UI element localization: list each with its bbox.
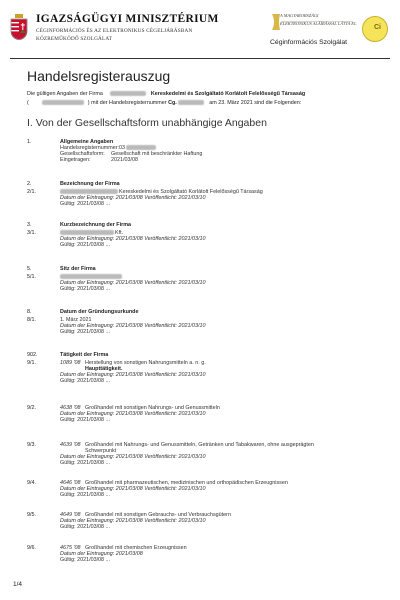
- intro-line-1: [27, 91, 387, 97]
- entry-meta: Datum der Eintragung: 2021/03/08: [60, 551, 143, 557]
- registered-date-label: Eingetragen:: [60, 157, 91, 163]
- ci-badge-text: Ci: [374, 24, 381, 31]
- redacted-company-name: [60, 189, 118, 194]
- logo-text-2: ELEKTRONIKUS ALÁÍRÁSSAL LÁTTA EL: [280, 21, 357, 26]
- entry-meta: Datum der Eintragung: 2021/03/08 Veröffentlicht: 2021/03/10: [60, 323, 206, 329]
- ministry-name: IGAZSÁGÜGYI MINISZTÉRIUM: [36, 13, 219, 25]
- activity-name: Großhandel mit Nahrungs- und Genussmitteln, Getränken und Tabakwaren, ohne ausgeprägten: [85, 442, 314, 448]
- entry-value: 1. März 2021: [60, 317, 92, 323]
- registration-number-value: 03: [119, 145, 126, 151]
- intro-company: Kereskedelmi és Szolgáltató Korlátolt Felelősségű Társaság: [150, 91, 306, 97]
- intro-text-2: ) mit der Handelsregisternummer: [87, 100, 167, 106]
- section-heading: I. Von der Gesellschaftsform unabhängige Angaben: [27, 117, 267, 129]
- entry-number: 3.: [27, 222, 32, 228]
- entry-heading: Tätigkeit der Firma: [60, 352, 109, 358]
- company-form-label: Gesellschaftsform:: [60, 151, 105, 157]
- entry-valid: Gültig: 2021/03/08 ...: [60, 286, 111, 292]
- company-form-value: Gesellschaft mit beschränkter Haftung: [111, 151, 203, 157]
- activity-name: Großhandel mit pharmazeutischen, medizinischen und orthopädischen Erzeugnissen: [85, 480, 288, 486]
- redacted-company-name: [110, 91, 146, 96]
- activity-code: 4649 '08: [60, 512, 81, 518]
- entry-number: 2/1.: [27, 189, 36, 195]
- logo-text-1: A MAGYARORSZÁGI: [280, 13, 319, 18]
- entry-heading: Allgemeine Angaben: [60, 139, 114, 145]
- entry-number: 1.: [27, 139, 32, 145]
- entry-number: 8/1.: [27, 317, 36, 323]
- entry-number: 8.: [27, 309, 32, 315]
- entry-valid: Gültig: 2021/03/08 ...: [60, 242, 111, 248]
- redacted-address: [60, 274, 122, 279]
- entry-heading: Kurzbezeichnung der Firma: [60, 222, 131, 228]
- entry-valid: Gültig: 2021/03/08 ...: [60, 201, 111, 207]
- entry-heading: Bezeichnung der Firma: [60, 181, 120, 187]
- entry-heading: Sitz der Firma: [60, 266, 96, 272]
- entry-number: 5/1.: [27, 274, 36, 280]
- entry-valid: Gültig: 2021/03/08 ...: [60, 378, 111, 384]
- ministry-subtitle-1: CÉGINFORMÁCIÓS ÉS AZ ELEKTRONIKUS CÉGELJÁRÁSBAN: [36, 28, 193, 34]
- activity-code: 4639 '08: [60, 442, 81, 448]
- redacted-identifier: [42, 100, 84, 105]
- activity-name: Herstellung von sonstigen Nahrungsmitteln a. n. g.: [85, 360, 206, 366]
- document-header: [10, 10, 390, 56]
- entry-meta: Datum der Eintragung: 2021/03/08 Veröffentlicht: 2021/03/10: [60, 486, 206, 492]
- entry-number: 9/4.: [27, 480, 36, 486]
- entry-meta: Datum der Eintragung: 2021/03/08 Veröffentlicht: 2021/03/10: [60, 280, 206, 286]
- activity-name: Großhandel mit sonstigen Nahrungs- und Genussmitteln: [85, 405, 220, 411]
- entry-number: 2.: [27, 181, 32, 187]
- entry-valid: Gültig: 2021/03/08 ...: [60, 460, 111, 466]
- entry-number: 9/5.: [27, 512, 36, 518]
- redacted-registration-number: [126, 145, 156, 150]
- entry-number: 3/1.: [27, 230, 36, 236]
- activity-code: 4646 '08: [60, 480, 81, 486]
- activity-code: 4675 '08: [60, 545, 81, 551]
- entry-value: Kft.: [115, 230, 124, 236]
- intro-text-1: Die gültigen Angaben der Firma: [27, 91, 103, 97]
- entry-number: 902.: [27, 352, 38, 358]
- document-title: Handelsregisterauszug: [27, 68, 171, 84]
- entry-meta: Datum der Eintragung: 2021/03/08 Veröffentlicht: 2021/03/10: [60, 236, 206, 242]
- registered-date-row: [60, 157, 390, 163]
- coat-of-arms-icon: [10, 14, 28, 40]
- activity-extra: Haupttätigkeit.: [85, 366, 123, 372]
- entry-meta: Datum der Eintragung: 2021/03/08 Veröffentlicht: 2021/03/10: [60, 454, 206, 460]
- redacted-company-name: [60, 230, 114, 235]
- entry-valid: Gültig: 2021/03/08 ...: [60, 329, 111, 335]
- intro-paren-open: (: [27, 100, 29, 106]
- entry-valid: Gültig: 2021/03/08 ...: [60, 492, 111, 498]
- entry-number: 9/3.: [27, 442, 36, 448]
- intro-reg-prefix: Cg.: [168, 100, 177, 106]
- entry-valid: Gültig: 2021/03/08 ...: [60, 557, 111, 563]
- intro-line-2: [27, 100, 387, 106]
- entry-valid: Gültig: 2021/03/08 ...: [60, 417, 111, 423]
- entry-value: Kereskedelmi és Szolgáltató Korlátolt Felelősségű Társaság: [119, 189, 263, 195]
- entry-number: 9/1.: [27, 360, 36, 366]
- registered-date-value: 2021/03/08: [111, 157, 138, 163]
- entry-meta: Datum der Eintragung: 2021/03/08 Veröffentlicht: 2021/03/10: [60, 518, 206, 524]
- entry-meta: Datum der Eintragung: 2021/03/08 Veröffentlicht: 2021/03/10: [60, 411, 206, 417]
- service-logo: [268, 10, 390, 54]
- activity-code: 1089 '08: [60, 360, 81, 366]
- entry-meta: Datum der Eintragung: 2021/03/08 Veröffentlicht: 2021/03/10: [60, 195, 206, 201]
- activity-name: Großhandel mit sonstigen Gebrauchs- und Verbrauchsgütern: [85, 512, 231, 518]
- activity-name: Großhandel mit chemischen Erzeugnissen: [85, 545, 187, 551]
- activity-name-continued: Schwerpunkt: [85, 448, 117, 454]
- entry-number: 9/6.: [27, 545, 36, 551]
- activity-code: 4638 '08: [60, 405, 81, 411]
- header-divider: [10, 58, 390, 59]
- entry-meta: Datum der Eintragung: 2021/03/08 Veröffentlicht: 2021/03/10: [60, 372, 206, 378]
- intro-text-3: am 23. März 2021 sind die Folgenden:: [209, 100, 302, 106]
- entry-number: 5.: [27, 266, 32, 272]
- registration-number-label: Handelsregisternummer:: [60, 145, 120, 151]
- entry-valid: Gültig: 2021/03/08 ...: [60, 524, 111, 530]
- ministry-subtitle-2: KÖZREMŰKÖDŐ SZOLGÁLAT: [36, 36, 113, 42]
- redacted-registration-number: [178, 100, 204, 105]
- entry-number: 9/2.: [27, 405, 36, 411]
- page-number: 1/4: [13, 581, 23, 588]
- entry-heading: Datum der Gründungsurkunde: [60, 309, 139, 315]
- service-name: Céginformációs Szolgálat: [270, 39, 348, 46]
